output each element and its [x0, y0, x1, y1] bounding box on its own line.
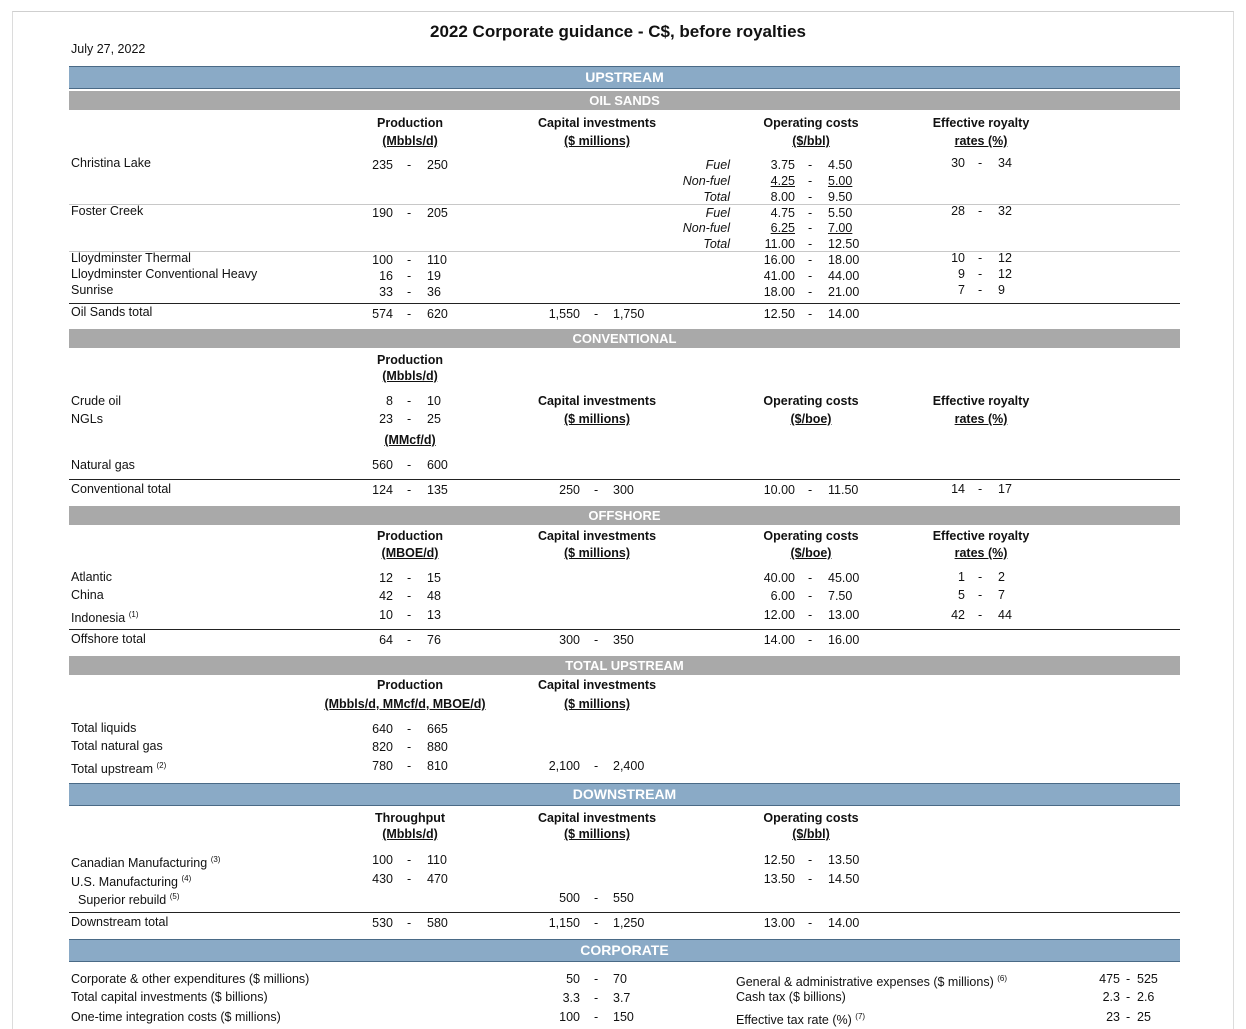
page-title: 2022 Corporate guidance - C$, before royalties: [430, 22, 807, 41]
row-label: [71, 852, 220, 871]
royalty-high: 12: [998, 251, 1012, 265]
range-high: 25: [1137, 1010, 1151, 1024]
header-capital-unit: ($ millions): [564, 412, 630, 426]
prod-high: 110: [427, 253, 447, 267]
header-royalty: Effective royalty: [932, 116, 1030, 130]
royalty-low: 5: [958, 588, 965, 602]
dash: -: [594, 483, 599, 497]
row-divider: [69, 251, 1180, 252]
dash: -: [407, 853, 412, 867]
dash: -: [407, 589, 412, 603]
royalty-low: 7: [958, 283, 965, 297]
prod-low: 235: [372, 158, 393, 172]
prod-high: 76: [427, 633, 441, 647]
dash: -: [808, 237, 813, 251]
royalty-low: 10: [951, 251, 965, 265]
total-divider: [69, 303, 1180, 304]
prod-low: 190: [372, 206, 393, 220]
header-capital-unit: ($ millions): [564, 546, 630, 560]
header-opcost: Operating costs: [763, 529, 859, 543]
dash: -: [808, 571, 813, 585]
prod-low: 42: [379, 589, 393, 603]
dash: -: [808, 253, 813, 267]
royalty-high: 32: [998, 204, 1012, 218]
opcost-high: 7.50: [828, 589, 853, 603]
prod-low: 16: [379, 269, 393, 283]
dash: -: [808, 633, 813, 647]
row-label-text: Canadian Manufacturing: [71, 856, 208, 870]
row-divider: [69, 204, 1180, 205]
header-royalty: Effective royalty: [932, 394, 1030, 408]
header-opcost-unit: ($/boe): [790, 546, 832, 560]
header-production: Production: [377, 353, 443, 367]
royalty-high: 2: [998, 570, 1005, 584]
prod-low: 8: [386, 394, 393, 408]
royalty-high: 17: [998, 482, 1012, 496]
capex-high: 1,750: [613, 307, 645, 321]
dash: -: [978, 251, 983, 265]
capex-high: 1,250: [613, 916, 645, 930]
opcost-low: 11.00: [764, 237, 795, 251]
prod-low: 33: [379, 285, 393, 299]
row-label-text: Indonesia: [71, 611, 126, 625]
prod-low: 100: [372, 253, 393, 267]
dash: -: [808, 190, 813, 204]
opcost-high: 9.50: [828, 190, 853, 204]
header-gas-unit: (MMcf/d): [384, 433, 436, 447]
prod-high: 665: [427, 722, 448, 736]
row-label: Foster Creek: [71, 204, 144, 218]
opcost-low: 4.75: [770, 206, 795, 220]
total-label: Total: [703, 237, 730, 251]
opcost-high: 14.00: [828, 307, 860, 321]
header-capital-unit: ($ millions): [564, 827, 630, 841]
opcost-high: 21.00: [828, 285, 860, 299]
footnote-marker: (6): [997, 974, 1008, 983]
royalty-low: 42: [951, 608, 965, 622]
opcost-high: 11.50: [828, 483, 859, 497]
total-divider: [69, 912, 1180, 913]
row-label: [71, 607, 138, 626]
footnote-marker: (4): [181, 874, 192, 883]
dash: -: [407, 722, 412, 736]
dash: -: [407, 740, 412, 754]
dash: -: [808, 608, 813, 622]
row-label: Corporate & other expenditures ($ millions): [71, 972, 310, 986]
total-divider: [69, 629, 1180, 630]
row-label-text: Superior rebuild: [78, 893, 167, 907]
dash: -: [978, 156, 983, 170]
dash: -: [808, 916, 813, 930]
prod-high: 19: [427, 269, 441, 283]
dash: -: [808, 483, 813, 497]
row-label-text: U.S. Manufacturing: [71, 875, 178, 889]
dash: -: [1126, 1010, 1131, 1024]
dash: -: [407, 269, 412, 283]
capex-low: 300: [559, 633, 580, 647]
row-label-text: Total upstream: [71, 762, 153, 776]
opcost-high: 16.00: [828, 633, 860, 647]
prod-high: 10: [427, 394, 441, 408]
opcost-low: 10.00: [763, 483, 795, 497]
capex-low: 2,100: [548, 759, 580, 773]
dash: -: [594, 633, 599, 647]
prod-high: 600: [427, 458, 448, 472]
header-production-unit: (Mbbls/d): [382, 134, 438, 148]
prod-high: 13: [427, 608, 441, 622]
dash: -: [407, 206, 412, 220]
row-label: Lloydminster Conventional Heavy: [71, 267, 258, 281]
capex-low: 1,550: [548, 307, 580, 321]
dash: -: [978, 267, 983, 281]
dash: -: [407, 158, 412, 172]
opcost-low: 4.25: [770, 174, 795, 188]
footnote-marker: (5): [169, 892, 180, 901]
dash: -: [407, 916, 412, 930]
dash: -: [808, 853, 813, 867]
opcost-high: 4.50: [828, 158, 853, 172]
row-label: [71, 758, 166, 777]
row-label: Total natural gas: [71, 739, 163, 753]
row-label: Crude oil: [71, 394, 122, 408]
dash: -: [978, 482, 983, 496]
prod-low: 23: [379, 412, 393, 426]
fuel-label: Fuel: [705, 206, 730, 220]
opcost-low: 12.50: [763, 307, 795, 321]
prod-low: 64: [379, 633, 393, 647]
capex-high: 2,400: [613, 759, 645, 773]
row-label: NGLs: [71, 412, 103, 426]
row-label: Total capital investments ($ billions): [71, 990, 268, 1004]
opcost-low: 18.00: [763, 285, 795, 299]
dash: -: [407, 458, 412, 472]
prod-high: 36: [427, 285, 441, 299]
header-capital: Capital investments: [537, 116, 657, 130]
section-downstream: DOWNSTREAM: [69, 783, 1180, 806]
prod-high: 580: [427, 916, 448, 930]
prod-low: 780: [372, 759, 393, 773]
capex-low: 1,150: [548, 916, 580, 930]
prod-low: 560: [372, 458, 393, 472]
opcost-low: 6.25: [770, 221, 795, 235]
header-capital: Capital investments: [537, 529, 657, 543]
royalty-high: 12: [998, 267, 1012, 281]
header-production: Production: [377, 678, 443, 692]
total-label: Total: [703, 190, 730, 204]
prod-high: 810: [427, 759, 448, 773]
dash: -: [978, 283, 983, 297]
opcost-low: 14.00: [763, 633, 795, 647]
header-opcost-unit: ($/boe): [790, 412, 832, 426]
dash: -: [594, 991, 599, 1005]
capex-low: 250: [559, 483, 580, 497]
dash: -: [407, 285, 412, 299]
capex-low: 500: [559, 891, 580, 905]
row-label: One-time integration costs ($ millions): [71, 1010, 281, 1024]
opcost-low: 13.00: [763, 916, 795, 930]
royalty-low: 14: [951, 482, 965, 496]
opcost-high: 13.50: [828, 853, 860, 867]
prod-high: 205: [427, 206, 448, 220]
opcost-high: 5.00: [828, 174, 853, 188]
row-label: Atlantic: [71, 570, 112, 584]
report-date: July 27, 2022: [71, 42, 146, 56]
dash: -: [808, 269, 813, 283]
footnote-marker: (1): [128, 610, 139, 619]
header-capital: Capital investments: [537, 678, 657, 692]
header-capital: Capital investments: [537, 394, 657, 408]
section-offshore: OFFSHORE: [69, 506, 1180, 525]
range-high: 2.6: [1137, 990, 1155, 1004]
header-capital-unit: ($ millions): [564, 134, 630, 148]
row-label: China: [71, 588, 104, 602]
header-production: Production: [377, 529, 443, 543]
prod-high: 250: [427, 158, 448, 172]
nonfuel-label: Non-fuel: [682, 174, 730, 188]
header-opcost: Operating costs: [763, 116, 859, 130]
dash: -: [978, 570, 983, 584]
header-opcost-unit: ($/bbl): [792, 827, 830, 841]
prod-low: 530: [372, 916, 393, 930]
dash: -: [407, 394, 412, 408]
nonfuel-label: Non-fuel: [682, 221, 730, 235]
range-low: 50: [566, 972, 580, 986]
header-opcost: Operating costs: [763, 811, 859, 825]
range-high: 525: [1137, 972, 1158, 986]
royalty-high: 44: [998, 608, 1012, 622]
section-total-upstream: TOTAL UPSTREAM: [69, 656, 1180, 675]
footnote-marker: (2): [156, 761, 167, 770]
row-label: Total liquids: [71, 721, 137, 735]
dash: -: [407, 571, 412, 585]
royalty-low: 28: [951, 204, 965, 218]
opcost-high: 14.50: [828, 872, 860, 886]
row-label: Sunrise: [71, 283, 114, 297]
opcost-low: 40.00: [763, 571, 795, 585]
dash: -: [978, 608, 983, 622]
capex-high: 300: [613, 483, 634, 497]
prod-low: 12: [379, 571, 393, 585]
row-label: Offshore total: [71, 632, 146, 646]
footnote-marker: (7): [855, 1012, 866, 1021]
dash: -: [808, 307, 813, 321]
header-royalty-unit: rates (%): [954, 412, 1008, 426]
dash: -: [407, 307, 412, 321]
range-high: 150: [613, 1010, 634, 1024]
dash: -: [594, 972, 599, 986]
header-royalty-unit: rates (%): [954, 546, 1008, 560]
prod-low: 640: [372, 722, 393, 736]
header-capital: Capital investments: [537, 811, 657, 825]
row-label: Cash tax ($ billions): [736, 990, 846, 1004]
opcost-high: 18.00: [828, 253, 860, 267]
opcost-low: 8.00: [770, 190, 795, 204]
row-label: [736, 971, 1007, 990]
row-label-text: General & administrative expenses ($ millions): [736, 975, 994, 989]
prod-low: 124: [372, 483, 393, 497]
opcost-high: 7.00: [828, 221, 853, 235]
dash: -: [407, 483, 412, 497]
header-throughput: Throughput: [374, 811, 446, 825]
dash: -: [978, 204, 983, 218]
header-opcost-unit: ($/bbl): [792, 134, 830, 148]
opcost-low: 13.50: [763, 872, 795, 886]
opcost-high: 14.00: [828, 916, 860, 930]
prod-high: 48: [427, 589, 441, 603]
row-label: Lloydminster Thermal: [71, 251, 191, 265]
dash: -: [808, 174, 813, 188]
row-label-text: Effective tax rate (%): [736, 1013, 852, 1027]
royalty-high: 9: [998, 283, 1005, 297]
row-label: [71, 871, 191, 890]
prod-low: 10: [379, 608, 393, 622]
dash: -: [594, 916, 599, 930]
header-royalty: Effective royalty: [932, 529, 1030, 543]
dash: -: [594, 1010, 599, 1024]
prod-low: 820: [372, 740, 393, 754]
prod-high: 25: [427, 412, 441, 426]
header-capital-unit: ($ millions): [564, 697, 630, 711]
section-conventional: CONVENTIONAL: [69, 329, 1180, 348]
dash: -: [407, 759, 412, 773]
dash: -: [808, 206, 813, 220]
opcost-low: 16.00: [763, 253, 795, 267]
range-low: 475: [1099, 972, 1120, 986]
range-low: 100: [559, 1010, 580, 1024]
section-upstream: UPSTREAM: [69, 66, 1180, 89]
prod-high: 15: [427, 571, 441, 585]
opcost-low: 3.75: [770, 158, 795, 172]
header-royalty-unit: rates (%): [954, 134, 1008, 148]
row-label: Christina Lake: [71, 156, 151, 170]
total-divider: [69, 479, 1180, 480]
dash: -: [808, 872, 813, 886]
range-low: 23: [1106, 1010, 1120, 1024]
prod-high: 110: [427, 853, 447, 867]
dash: -: [594, 307, 599, 321]
header-throughput-unit: (Mbbls/d): [382, 827, 438, 841]
opcost-low: 6.00: [770, 589, 795, 603]
header-opcost: Operating costs: [763, 394, 859, 408]
dash: -: [1126, 990, 1131, 1004]
opcost-high: 13.00: [828, 608, 860, 622]
opcost-high: 45.00: [828, 571, 860, 585]
dash: -: [808, 285, 813, 299]
dash: -: [978, 588, 983, 602]
dash: -: [808, 158, 813, 172]
section-oil-sands: OIL SANDS: [69, 91, 1180, 110]
range-low: 3.3: [562, 991, 580, 1005]
dash: -: [808, 221, 813, 235]
opcost-high: 5.50: [828, 206, 853, 220]
range-high: 3.7: [613, 991, 631, 1005]
dash: -: [407, 253, 412, 267]
row-label: Downstream total: [71, 915, 169, 929]
royalty-high: 34: [998, 156, 1012, 170]
prod-low: 574: [372, 307, 393, 321]
dash: -: [808, 589, 813, 603]
prod-high: 880: [427, 740, 448, 754]
range-high: 70: [613, 972, 627, 986]
prod-high: 620: [427, 307, 448, 321]
fuel-label: Fuel: [705, 158, 730, 172]
range-low: 2.3: [1102, 990, 1120, 1004]
dash: -: [1126, 972, 1131, 986]
royalty-high: 7: [998, 588, 1005, 602]
dash: -: [407, 412, 412, 426]
opcost-high: 12.50: [828, 237, 860, 251]
dash: -: [407, 872, 412, 886]
row-label: [736, 1009, 865, 1028]
opcost-low: 12.00: [763, 608, 795, 622]
header-production-unit: (Mbbls/d): [382, 369, 438, 383]
header-production: Production: [377, 116, 443, 130]
opcost-low: 12.50: [763, 853, 795, 867]
opcost-high: 44.00: [828, 269, 860, 283]
capex-high: 350: [613, 633, 634, 647]
footnote-marker: (3): [210, 855, 221, 864]
prod-high: 135: [427, 483, 448, 497]
dash: -: [594, 759, 599, 773]
prod-low: 430: [372, 872, 393, 886]
dash: -: [407, 608, 412, 622]
section-corporate: CORPORATE: [69, 939, 1180, 962]
header-production-unit: (Mbbls/d, MMcf/d, MBOE/d): [324, 697, 486, 711]
royalty-low: 30: [951, 156, 965, 170]
royalty-low: 1: [958, 570, 965, 584]
dash: -: [407, 633, 412, 647]
capex-high: 550: [613, 891, 634, 905]
header-production-unit: (MBOE/d): [381, 546, 439, 560]
row-label: [78, 889, 180, 908]
row-label: Oil Sands total: [71, 305, 153, 319]
prod-low: 100: [372, 853, 393, 867]
row-label: Conventional total: [71, 482, 172, 496]
row-label: Natural gas: [71, 458, 135, 472]
royalty-low: 9: [958, 267, 965, 281]
prod-high: 470: [427, 872, 448, 886]
opcost-low: 41.00: [763, 269, 795, 283]
dash: -: [594, 891, 599, 905]
